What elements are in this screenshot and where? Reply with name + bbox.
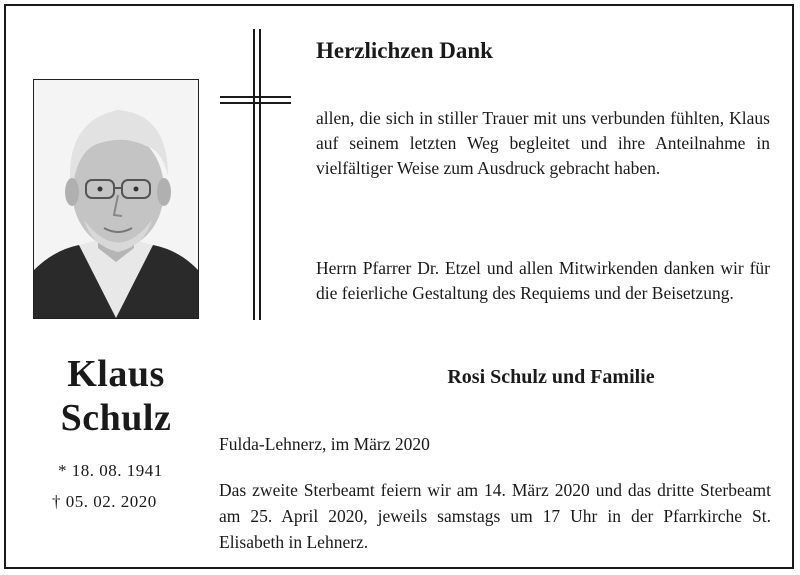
portrait-photo xyxy=(33,79,199,319)
place-date: Fulda-Lehnerz, im März 2020 xyxy=(219,434,430,454)
death-date: † 05. 02. 2020 xyxy=(52,492,157,511)
heading: Herzlichzen Dank xyxy=(316,38,493,63)
deceased-first-name: Klaus xyxy=(67,353,165,395)
thanks-paragraph: allen, die sich in stiller Trauer mit uns verbunden fühlten, Klaus auf seinem letzten Weg begleitet und ihre Anteilnahme in vielfältiger Weise zum Ausdruck gebracht haben. xyxy=(316,108,770,178)
birth-date: * 18. 08. 1941 xyxy=(58,461,163,480)
mass-notice: Das zweite Sterbeamt feiern wir am 14. März 2020 und das dritte Sterbeamt am 25. April 2020, jeweils samstags um 17 Uhr in der Pfarrkirche St. Elisabeth in Lehnerz. xyxy=(219,480,771,552)
deceased-last-name: Schulz xyxy=(60,397,172,439)
pastor-thanks-paragraph: Herrn Pfarrer Dr. Etzel und allen Mitwirkenden danken wir für die feierliche Gestaltung des Requiems und der Beisetzung. xyxy=(316,258,770,303)
signature: Rosi Schulz und Familie xyxy=(447,366,655,388)
